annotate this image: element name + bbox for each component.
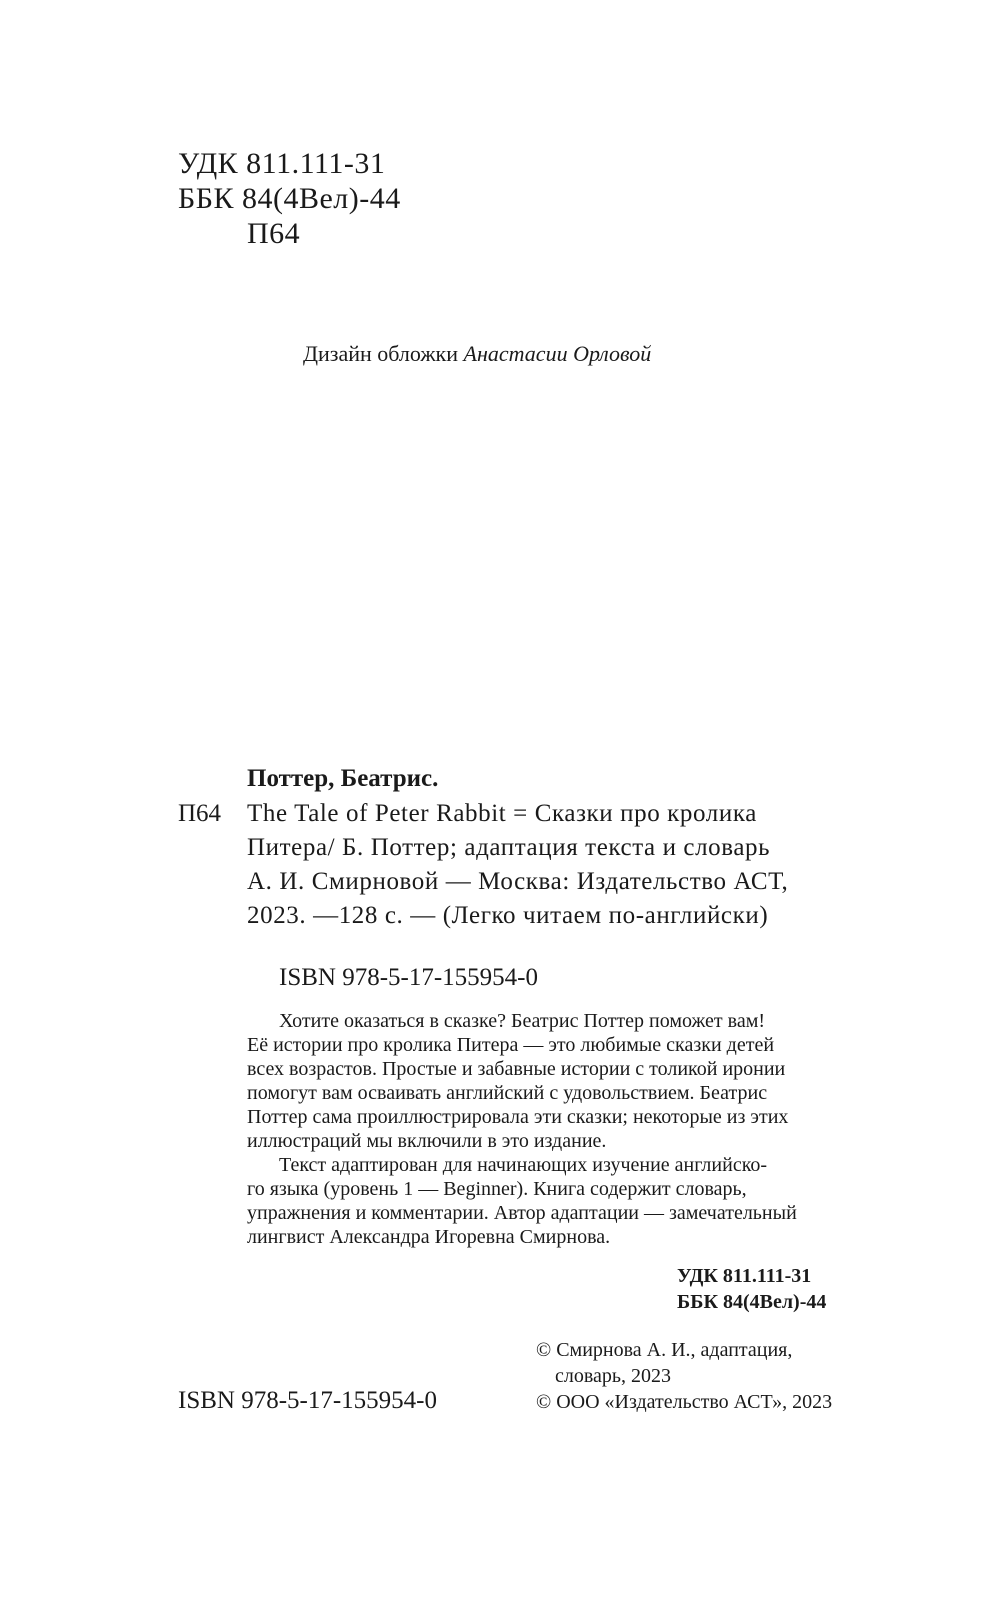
- cover-design-credit: [303, 341, 651, 367]
- record-line: А. И. Смирновой — Москва: Издательство АСТ,: [247, 868, 789, 895]
- cover-designer-name: Анастасии Орловой: [463, 341, 652, 366]
- annotation-line: Поттер сама проиллюстрировала эти сказки; некоторые из этих: [247, 1106, 789, 1128]
- annotation-line: иллюстраций мы включили в это издание.: [247, 1130, 607, 1152]
- udk-code: УДК 811.111-31: [178, 147, 386, 180]
- bbk-code: ББК 84(4Вел)-44: [178, 182, 401, 215]
- bottom-udk-code: УДК 811.111-31: [677, 1265, 812, 1287]
- record-line: The Tale of Peter Rabbit = Сказки про кролика: [247, 800, 757, 827]
- annotation-line: го языка (уровень 1 — Beginner). Книга содержит словарь,: [247, 1178, 747, 1200]
- annotation-line: лингвист Александра Игоревна Смирнова.: [247, 1226, 611, 1248]
- bottom-bbk-code: ББК 84(4Вел)-44: [677, 1291, 827, 1313]
- record-isbn: ISBN 978-5-17-155954-0: [279, 964, 539, 991]
- record-line: 2023. —128 с. — (Легко читаем по-английски): [247, 902, 769, 929]
- author-heading: Поттер, Беатрис.: [247, 765, 439, 792]
- annotation-line: всех возрастов. Простые и забавные истории с толикой иронии: [247, 1058, 786, 1080]
- copyright-publisher: © ООО «Издательство АСТ», 2023: [536, 1391, 833, 1413]
- copyright-adaptation: © Смирнова А. И., адаптация,: [536, 1339, 793, 1361]
- copyright-adaptation-cont: словарь, 2023: [555, 1365, 672, 1387]
- annotation-line: Хотите оказаться в сказке? Беатрис Поттер поможет вам!: [279, 1010, 766, 1032]
- isbn-bottom: ISBN 978-5-17-155954-0: [178, 1387, 438, 1414]
- record-author-sign: П64: [178, 800, 222, 827]
- record-line: Питера/ Б. Поттер; адаптация текста и словарь: [247, 834, 771, 861]
- annotation-line: Текст адаптирован для начинающих изучение английско-: [279, 1154, 768, 1176]
- annotation-line: упражнения и комментарии. Автор адаптации — замечательный: [247, 1202, 797, 1224]
- annotation-line: Её истории про кролика Питера — это любимые сказки детей: [247, 1034, 775, 1056]
- author-sign: П64: [247, 217, 301, 250]
- cover-design-label: Дизайн обложки: [303, 341, 464, 366]
- annotation-line: помогут вам осваивать английский с удовольствием. Беатрис: [247, 1082, 768, 1104]
